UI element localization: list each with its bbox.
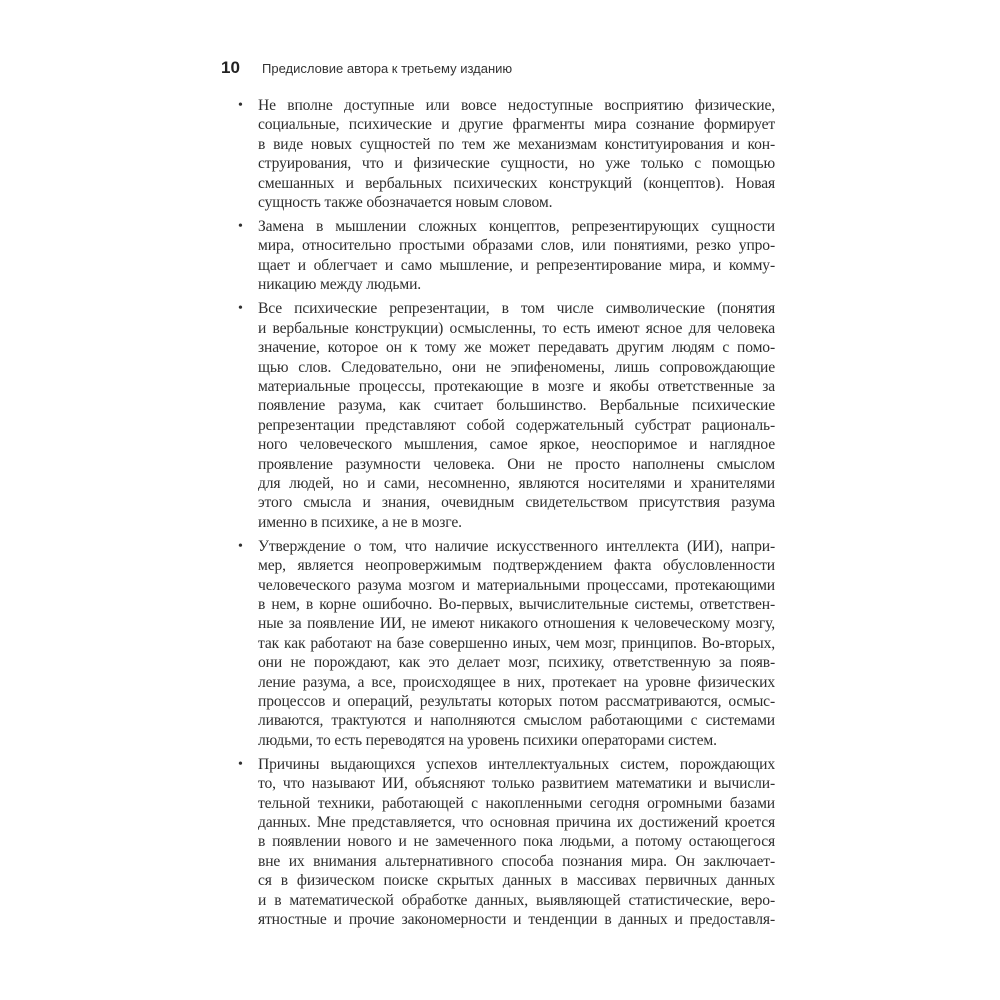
text-line: проявление разумности человека. Они не просто наполнены смыслом bbox=[258, 455, 775, 473]
bullet-item bbox=[238, 217, 775, 295]
bullet-icon: • bbox=[238, 301, 243, 317]
text-line: именно в психике, а не в мозге. bbox=[258, 513, 462, 531]
text-line: данных. Мне представляется, что основная причина их достижений кроется bbox=[258, 814, 775, 832]
text-line: в появлении нового и не замеченного пока людьми, а потому остающегося bbox=[258, 833, 775, 851]
text-line: появление разума, как считает большинство. Вербальные психические bbox=[258, 397, 775, 415]
text-line: никацию между людьми. bbox=[258, 276, 422, 294]
bullet-icon: • bbox=[238, 756, 243, 772]
text-line: и вербальные конструкции) осмысленны, то есть имеют ясное для человека bbox=[258, 319, 775, 337]
text-line: они не порождают, как это делает мозг, психику, ответственную за появ- bbox=[258, 654, 775, 672]
bullet-item bbox=[238, 537, 775, 750]
text-line: Замена в мышлении сложных концептов, репрезентирующих сущности bbox=[258, 218, 775, 236]
page-number: 10 bbox=[221, 58, 240, 77]
bullet-item bbox=[238, 755, 775, 930]
text-line: Все психические репрезентации, в том числе символические (понятия bbox=[258, 300, 775, 318]
text-line: мер, является неопровержимым подтверждением факта обусловленности bbox=[258, 557, 775, 575]
text-line: в виде новых сущностей по тем же механизмам конституирования и кон- bbox=[258, 135, 775, 153]
text-line: ные за появление ИИ, не имеют никакого отношения к человеческому мозгу, bbox=[258, 615, 775, 633]
text-line: для людей, но и сами, несомненно, являются носителями и хранителями bbox=[258, 474, 775, 492]
running-title: Предисловие автора к третьему изданию bbox=[262, 61, 513, 76]
bullet-icon: • bbox=[238, 538, 243, 554]
text-line: то, что называют ИИ, объясняют только развитием математики и вычисли- bbox=[258, 775, 775, 793]
text-line: Утверждение о том, что наличие искусственного интеллекта (ИИ), напри- bbox=[258, 537, 775, 555]
text-line: мира, относительно простыми образами слов, или понятиями, резко упро- bbox=[258, 237, 775, 255]
text-line: ного человеческого мышления, самое яркое, неоспоримое и наглядное bbox=[258, 436, 775, 454]
text-line: ся в физическом поиске скрытых данных в массивах первичных данных bbox=[258, 872, 775, 890]
text-line: ятностные и прочие закономерности и тенденции в данных и предоставля- bbox=[258, 911, 775, 929]
text-line: ление разума, а все, происходящее в них, протекает на уровне физических bbox=[258, 673, 775, 691]
text-line: материальные процессы, протекающие в мозге и якобы ответственные за bbox=[258, 377, 775, 395]
bullet-item bbox=[238, 299, 775, 532]
text-line: щает и облегчает и само мышление, и репрезентирование мира, и комму- bbox=[258, 256, 775, 274]
text-line: щью слов. Следовательно, они не эпифеномены, лишь сопровождающие bbox=[258, 358, 775, 376]
text-line: процессов и операций, результаты которых потом рассматриваются, осмыс- bbox=[258, 692, 775, 710]
text-line: так как работают на базе совершенно иных, чем мозг, принципов. Во-вторых, bbox=[258, 634, 775, 652]
text-line: струирования, что и физические сущности, но уже только с помощью bbox=[258, 155, 775, 173]
text-line: ливаются, трактуются и наполняются смыслом работающими с системами bbox=[258, 712, 775, 730]
bullet-icon: • bbox=[238, 219, 243, 235]
text-line: и в математической обработке данных, выявляющей статистические, веро- bbox=[258, 891, 775, 909]
text-line: социальные, психические и другие фрагменты мира сознание формирует bbox=[258, 116, 775, 134]
bullet-item bbox=[238, 96, 775, 212]
text-line: в нем, в корне ошибочно. Во-первых, вычислительные системы, ответствен- bbox=[258, 596, 775, 614]
text-line: репрезентации представляют собой содержательный субстрат рациональ- bbox=[258, 416, 775, 434]
text-line: значение, которое он к тому же может передавать другим людям с помо- bbox=[258, 339, 775, 357]
text-line: сущность также обозначается новым словом. bbox=[258, 193, 553, 211]
text-line: вне их внимания альтернативного способа познания мира. Он заключает- bbox=[258, 852, 775, 870]
text-line: человеческого разума мозгом и материальными процессами, протекающими bbox=[258, 576, 775, 594]
text-line: смешанных и вербальных психических конструкций (концептов). Новая bbox=[258, 174, 775, 192]
text-line: Причины выдающихся успехов интеллектуальных систем, порождающих bbox=[258, 755, 775, 773]
text-line: тельной техники, работающей с накопленными сегодня огромными базами bbox=[258, 794, 775, 812]
text-line: этого смысла и знания, очевидным свидетельством присутствия разума bbox=[258, 494, 775, 512]
body-text bbox=[238, 96, 775, 934]
text-line: Не вполне доступные или вовсе недоступные восприятию физические, bbox=[258, 97, 775, 114]
bullet-icon: • bbox=[238, 98, 243, 113]
text-line: людьми, то есть переводятся на уровень психики операторами систем. bbox=[258, 731, 717, 749]
